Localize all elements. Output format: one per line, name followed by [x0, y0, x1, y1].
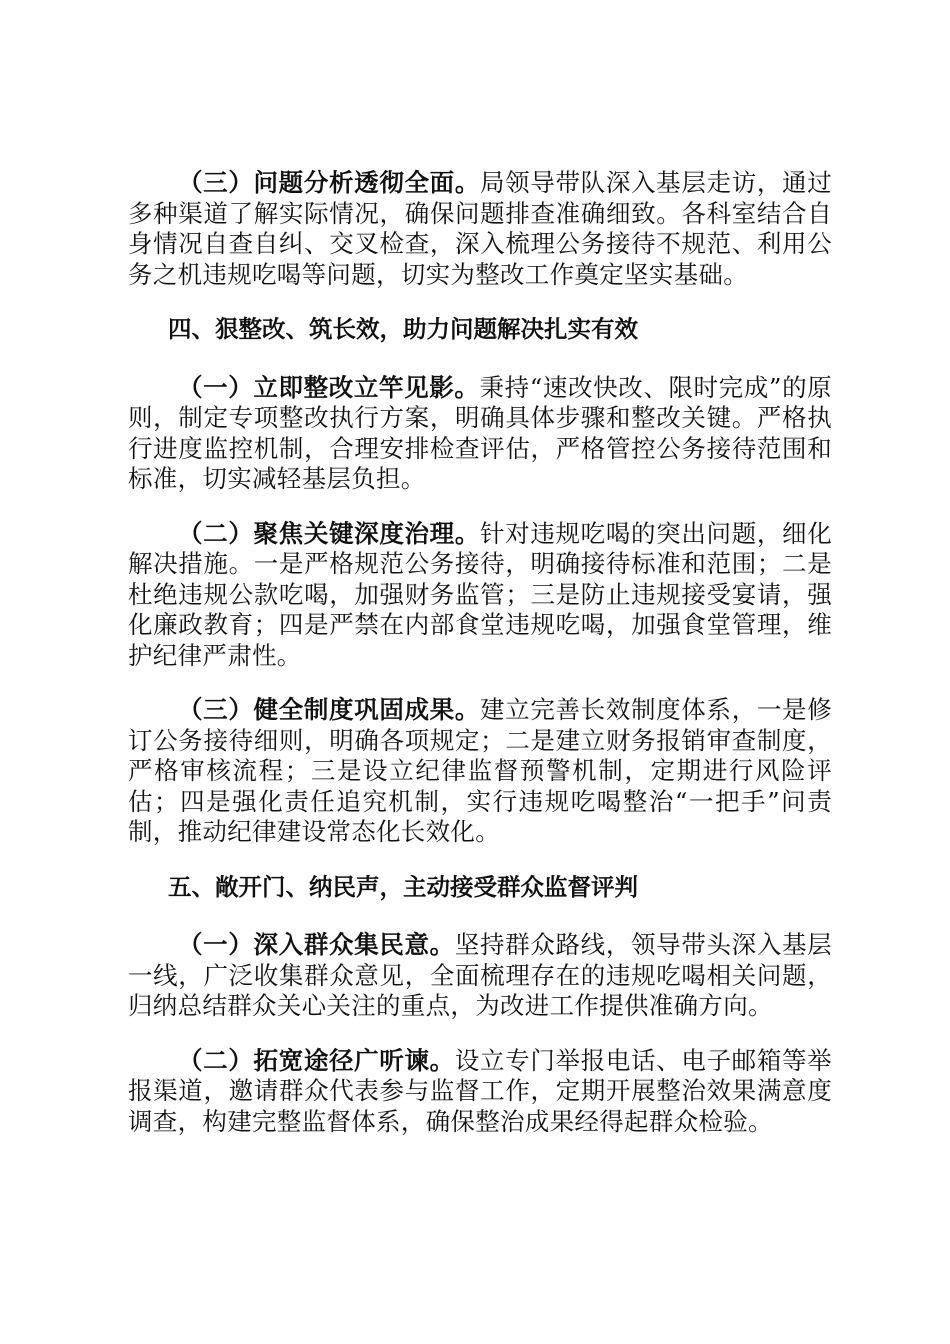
- document-body: [128, 168, 832, 1161]
- paragraph-text: 针对违规吃喝的突出问题，细化解决措施。一是严格规范公务接待，明确接待标准和范围；二是杜绝违规公款吃喝，加强财务监管；三是防止违规接受宴请，强化廉政教育；四是严禁在内部食堂违规吃喝，加强食堂管理，维护纪律严肃性。: [128, 518, 832, 670]
- paragraph-text: 设立专门举报电话、电子邮箱等举报渠道，邀请群众代表参与监督工作，定期开展整治效果满意度调查，构建完整监督体系，确保整治成果经得起群众检验。: [128, 1045, 832, 1136]
- paragraph-4-1: [128, 373, 832, 495]
- paragraph-4-2: [128, 519, 832, 672]
- paragraph-lead: （一）立即整改立竿见影。: [178, 372, 480, 402]
- section-heading-5: 五、敞开门、纳民声，主动接受群众监督评判: [168, 872, 638, 901]
- paragraph-text: 坚持群众路线，领导带头深入基层一线，广泛收集群众意见，全面梳理存在的违规吃喝相关问题，归纳总结群众关心关注的重点，为改进工作提供准确方向。: [128, 930, 832, 1020]
- paragraph-lead: （一）深入群众集民意。: [178, 930, 455, 959]
- section-heading-4: 四、狠整改、筑长效，助力问题解决扎实有效: [168, 315, 638, 343]
- paragraph-4-3: [128, 695, 832, 848]
- paragraph-5-1: [128, 930, 832, 1022]
- paragraph-text: 局领导带队深入基层走访，通过多种渠道了解实际情况，确保问题排查准确细致。各科室结合自身情况自查自纠、交叉检查，深入梳理公务接待不规范、利用公务之机违规吃喝等问题，切实为整改工作奠定坚实基础。: [128, 168, 832, 289]
- paragraph-3-3: [128, 168, 832, 290]
- paragraph-lead: （二）聚焦关键深度治理。: [178, 518, 481, 548]
- paragraph-lead: （三）健全制度巩固成果。: [178, 695, 481, 724]
- paragraph-text: 秉持“速改快改、限时完成”的原则，制定专项整改执行方案，明确具体步骤和整改关键。严格执行进度监控机制，合理安排检查评估，严格管控公务接待范围和标准，切实减轻基层负担。: [128, 372, 832, 493]
- paragraph-lead: （二）拓宽途径广听谏。: [178, 1045, 455, 1075]
- paragraph-lead: （三）问题分析透彻全面。: [178, 168, 481, 197]
- paragraph-5-2: [128, 1046, 832, 1138]
- paragraph-text: 建立完善长效制度体系，一是修订公务接待细则，明确各项规定；二是建立财务报销审查制度，严格审核流程；三是设立纪律监督预警机制，定期进行风险评估；四是强化责任追究机制，实行违规吃喝整治“一把手”问责制，推动纪律建设常态化长效化。: [128, 695, 832, 846]
